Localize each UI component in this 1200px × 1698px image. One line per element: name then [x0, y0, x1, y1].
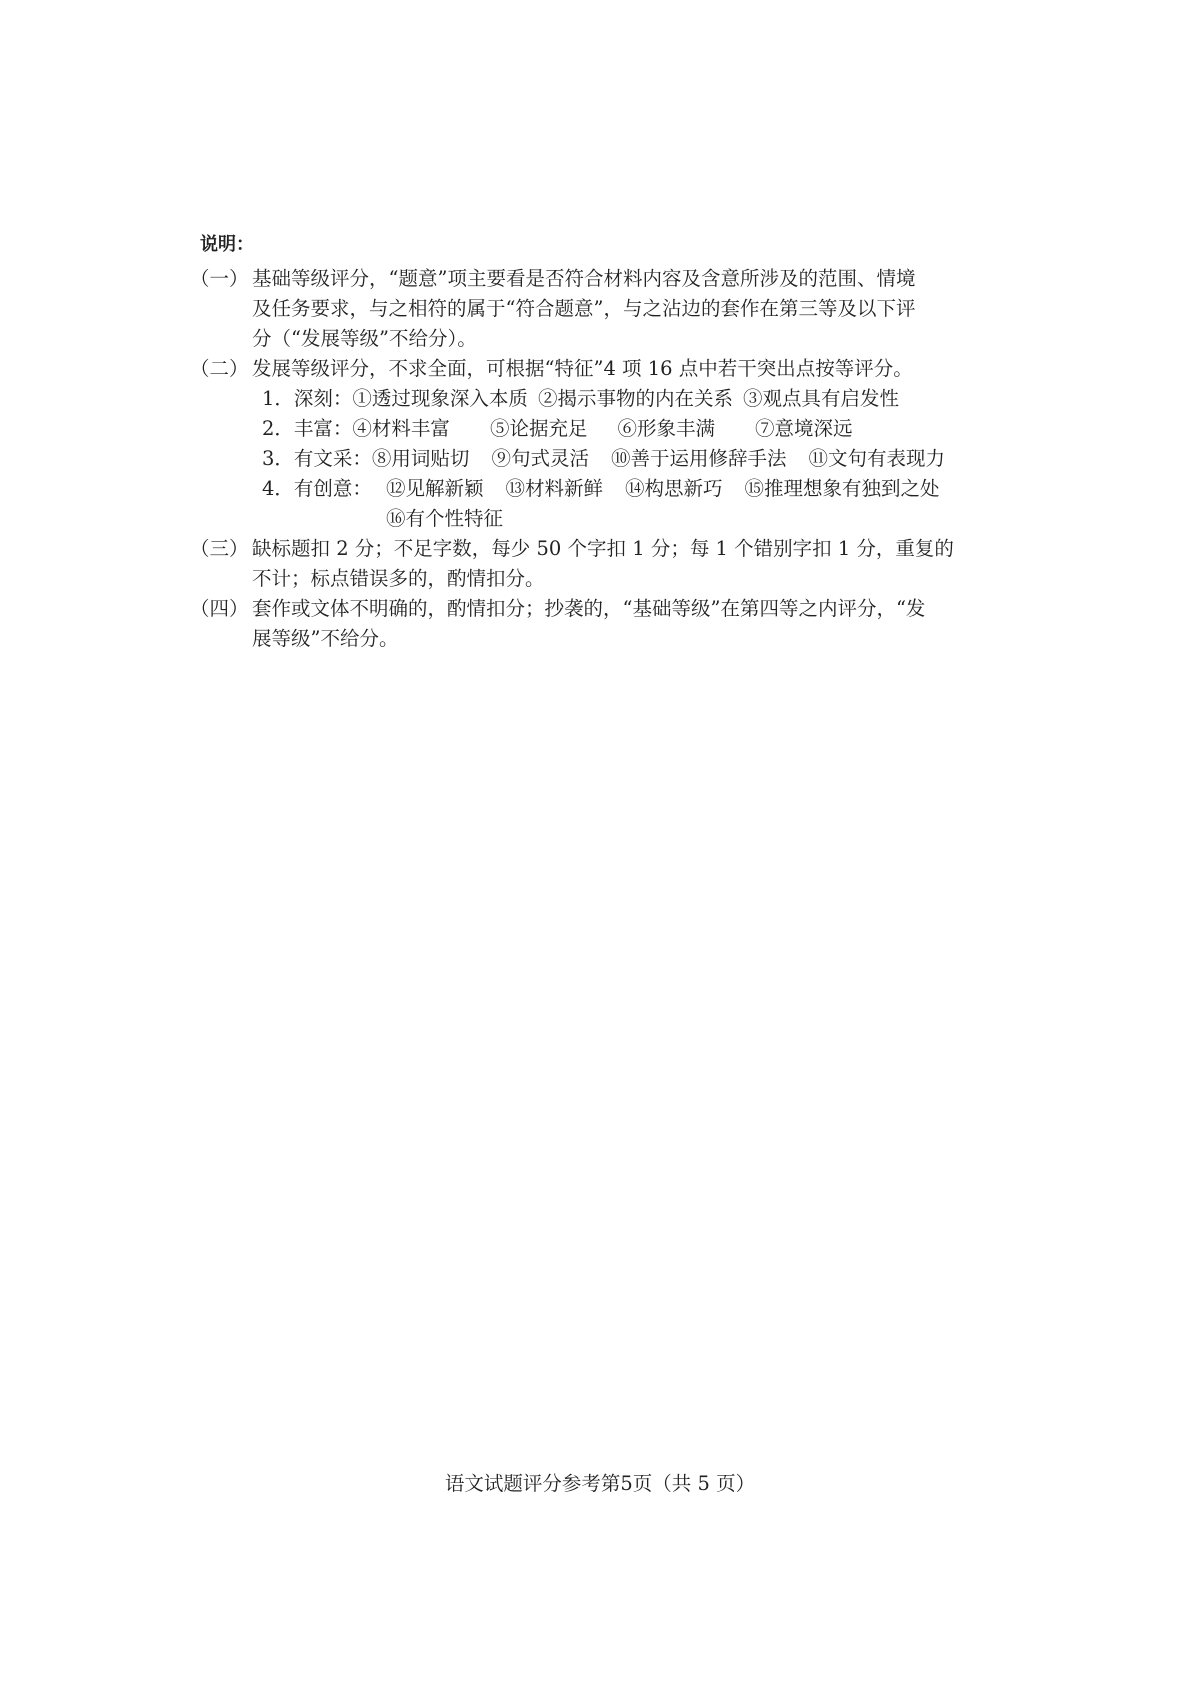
feature-point: ③观点具有启发性 [742, 387, 899, 410]
feature-label: 1．深刻： [262, 387, 353, 410]
feature-label: 2．丰富： [262, 417, 353, 440]
section-number: （三） [190, 537, 249, 560]
text-line: 缺标题扣 2 分；不足字数，每少 50 个字扣 1 分；每 1 个错别字扣 1 分，重复的 [252, 537, 954, 560]
note-section-4 [190, 594, 1008, 654]
feature-point: ②揭示事物的内在关系 [537, 387, 733, 410]
text-line: 及任务要求，与之相符的属于“符合题意”，与之沾边的套作在第三等及以下评 [252, 297, 916, 320]
note-section-3 [190, 534, 1008, 594]
feature-point: ④材料丰富 [352, 417, 450, 440]
text-line: 基础等级评分，“题意”项主要看是否符合材料内容及含意所涉及的范围、情境 [252, 267, 916, 290]
feature-point: ⑫见解新颖 [386, 477, 484, 500]
feature-list [262, 384, 1008, 534]
feature-label: 4．有创意： [262, 477, 372, 500]
section-number: （二） [190, 357, 249, 380]
text-line: 发展等级评分，不求全面，可根据“特征”4 项 16 点中若干突出点按等评分。 [252, 357, 913, 380]
feature-point: ⑭构思新巧 [625, 477, 723, 500]
feature-label: 3．有文采： [262, 447, 372, 470]
text-line: 分（“发展等级”不给分）。 [252, 327, 477, 350]
notes-heading: 说明： [200, 234, 254, 255]
text-line: 套作或文体不明确的，酌情扣分；抄袭的，“基础等级”在第四等之内评分，“发 [252, 597, 926, 620]
feature-point: ⑥形象丰满 [617, 417, 715, 440]
text-line: 展等级”不给分。 [252, 627, 399, 650]
section-text [252, 264, 1008, 354]
feature-point: ⑧用词贴切 [371, 447, 470, 470]
notes-block [190, 230, 1008, 654]
feature-point-continuation: ⑯有个性特征 [386, 507, 504, 530]
section-number: （一） [190, 267, 249, 290]
section-text [252, 534, 1008, 594]
feature-point: ⑮推理想象有独到之处 [744, 477, 940, 500]
note-section-1 [190, 264, 1008, 354]
note-section-2 [190, 354, 1008, 384]
section-text [252, 594, 1008, 654]
page-footer: 语文试题评分参考第5页（共 5 页） [444, 1472, 756, 1495]
feature-point: ⑦意境深远 [754, 417, 853, 440]
feature-item-literary [262, 444, 1008, 474]
section-text [252, 354, 1008, 384]
feature-point: ①透过现象深入本质 [352, 387, 528, 410]
feature-item-creative [262, 474, 1008, 504]
feature-point: ⑩善于运用修辞手法 [610, 447, 787, 470]
text-line: 不计；标点错误多的，酌情扣分。 [252, 567, 545, 590]
section-number: （四） [190, 597, 249, 620]
feature-point: ⑨句式灵活 [491, 447, 589, 470]
feature-point: ⑤论据充足 [489, 417, 588, 440]
feature-item-deep [262, 384, 1008, 414]
feature-point: ⑬材料新鲜 [505, 477, 604, 500]
feature-item-rich [262, 414, 1008, 444]
feature-point: ⑪文句有表现力 [808, 447, 945, 470]
